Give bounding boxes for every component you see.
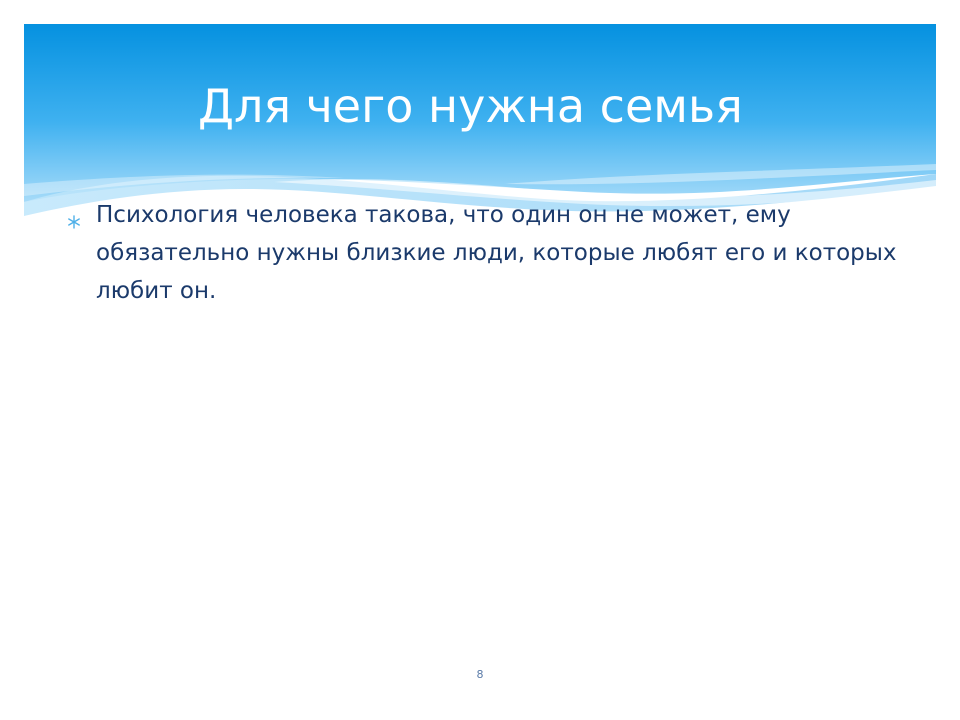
slide-title: Для чего нужна семья bbox=[198, 79, 743, 133]
page-number: 8 bbox=[476, 668, 484, 681]
bullet-text: Психология человека такова, что один он не может, ему обязательно нужны близкие люди, которые любят его и которых любит он. bbox=[96, 202, 897, 304]
asterisk-bullet-icon bbox=[66, 204, 82, 220]
bullet-item bbox=[66, 196, 906, 310]
slide-content bbox=[66, 196, 906, 310]
